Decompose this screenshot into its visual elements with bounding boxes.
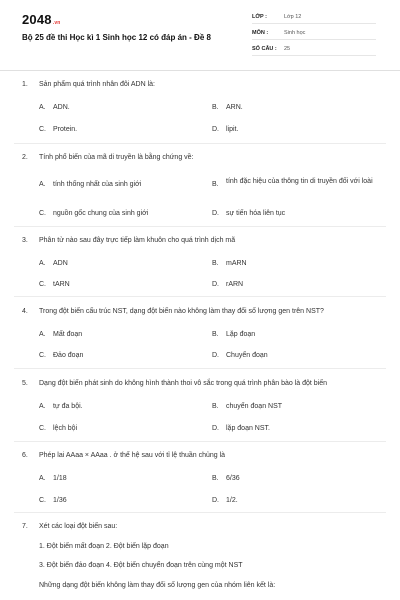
option-letter: D. [212,281,219,288]
question-text: Sản phẩm quá trình nhân đôi ADN là: [39,81,155,88]
option-text: mARN [226,260,247,267]
option-text: tính đặc hiệu của thông tin di truyền đối với loài [226,178,373,185]
option-letter: B. [212,260,219,267]
statement-line: 3. Đột biến đảo đoạn 4. Đột biến chuyển đoạn trên cùng một NST [39,562,243,569]
question-text: Phân tử nào sau đây trực tiếp làm khuôn cho quá trình dịch mã [39,237,236,244]
option-letter: B. [212,331,219,338]
meta-row-subject [252,26,376,40]
meta-row-class [252,10,376,24]
option-letter: B. [212,104,219,111]
option-letter: B. [212,181,219,188]
meta-value: Lớp 12 [284,14,302,20]
question-divider [14,296,386,297]
option-text: tARN [53,281,70,288]
option-text: nguồn gốc chung của sinh giới [53,210,149,217]
option-letter: C. [39,210,46,217]
option-text: rARN [226,281,244,288]
meta-value: 25 [284,46,291,52]
question-number: 4. [22,308,28,315]
question-divider [14,441,386,442]
option-text: ADN. [53,104,70,111]
header-divider [0,70,400,71]
question-text: Phép lai AAaa × AAaa . ở thế hệ sau với tỉ lệ thuần chủng là [39,452,226,459]
option-text: Đảo đoạn [53,352,84,359]
option-letter: C. [39,425,46,432]
option-letter: A. [39,181,46,188]
question-number: 2. [22,154,28,161]
question-text: Tính phổ biến của mã di truyền là bằng chứng về: [39,154,194,161]
question-number: 5. [22,380,28,387]
option-letter: C. [39,126,46,133]
option-letter: A. [39,331,46,338]
option-text: lặp đoạn NST. [226,425,270,432]
page-header [0,0,400,64]
page-title: Bộ 25 đề thi Học kì 1 Sinh học 12 có đáp án - Đề 8 [22,33,211,42]
option-text: 1/36 [53,497,67,504]
option-letter: D. [212,497,219,504]
option-text: Lặp đoạn [226,331,256,338]
meta-label: MÔN : [252,30,269,36]
option-text: sự tiến hóa liên tục [226,210,286,217]
option-letter: C. [39,281,46,288]
option-letter: D. [212,126,219,133]
question-divider [14,368,386,369]
question-number: 6. [22,452,28,459]
option-letter: D. [212,425,219,432]
meta-value: Sinh học [284,30,306,36]
option-text: tính thống nhất của sinh giới [53,181,142,188]
logo-main: 2048 [22,12,52,27]
option-text: 1/18 [53,475,67,482]
option-letter: D. [212,352,219,359]
option-letter: A. [39,104,46,111]
option-letter: A. [39,403,46,410]
option-letter: C. [39,497,46,504]
option-text: 1/2. [226,497,238,504]
question-divider [14,143,386,144]
site-logo[interactable] [22,12,61,27]
option-text: chuyển đoạn NST [226,403,283,410]
meta-label: LỚP : [252,14,267,20]
statement-line: Những dạng đột biến không làm thay đổi số lượng gen của nhóm liên kết là: [39,582,276,589]
option-letter: B. [212,403,219,410]
question-number: 7. [22,523,28,530]
question-text: Dạng đột biến phát sinh do không hình thành thoi vô sắc trong quá trình phân bào là đột biến [39,380,327,387]
statement-line: 1. Đột biến mất đoạn 2. Đột biến lặp đoạn [39,543,169,550]
meta-label: SỐ CÂU : [252,46,277,52]
option-text: Protein. [53,126,78,133]
option-text: ARN. [226,104,243,111]
option-text: lipit. [226,126,239,133]
option-text: Mất đoạn [53,331,83,338]
logo-domain: .vn [52,20,61,26]
option-text: Chuyển đoạn [226,352,268,359]
question-number: 1. [22,81,28,88]
option-text: tự đa bội. [53,403,83,410]
option-text: lệch bội [53,425,78,432]
option-letter: A. [39,260,46,267]
question-number: 3. [22,237,28,244]
question-divider [14,226,386,227]
question-divider [14,512,386,513]
option-letter: A. [39,475,46,482]
question-text: Xét các loại đột biến sau: [39,523,118,530]
meta-row-count [252,42,376,56]
option-letter: D. [212,210,219,217]
question-text: Trong đột biến cấu trúc NST, dạng đột biến nào không làm thay đổi số lượng gen trên NST? [39,308,324,315]
option-text: 6/36 [226,475,240,482]
option-letter: C. [39,352,46,359]
option-text: ADN [53,260,68,267]
option-letter: B. [212,475,219,482]
